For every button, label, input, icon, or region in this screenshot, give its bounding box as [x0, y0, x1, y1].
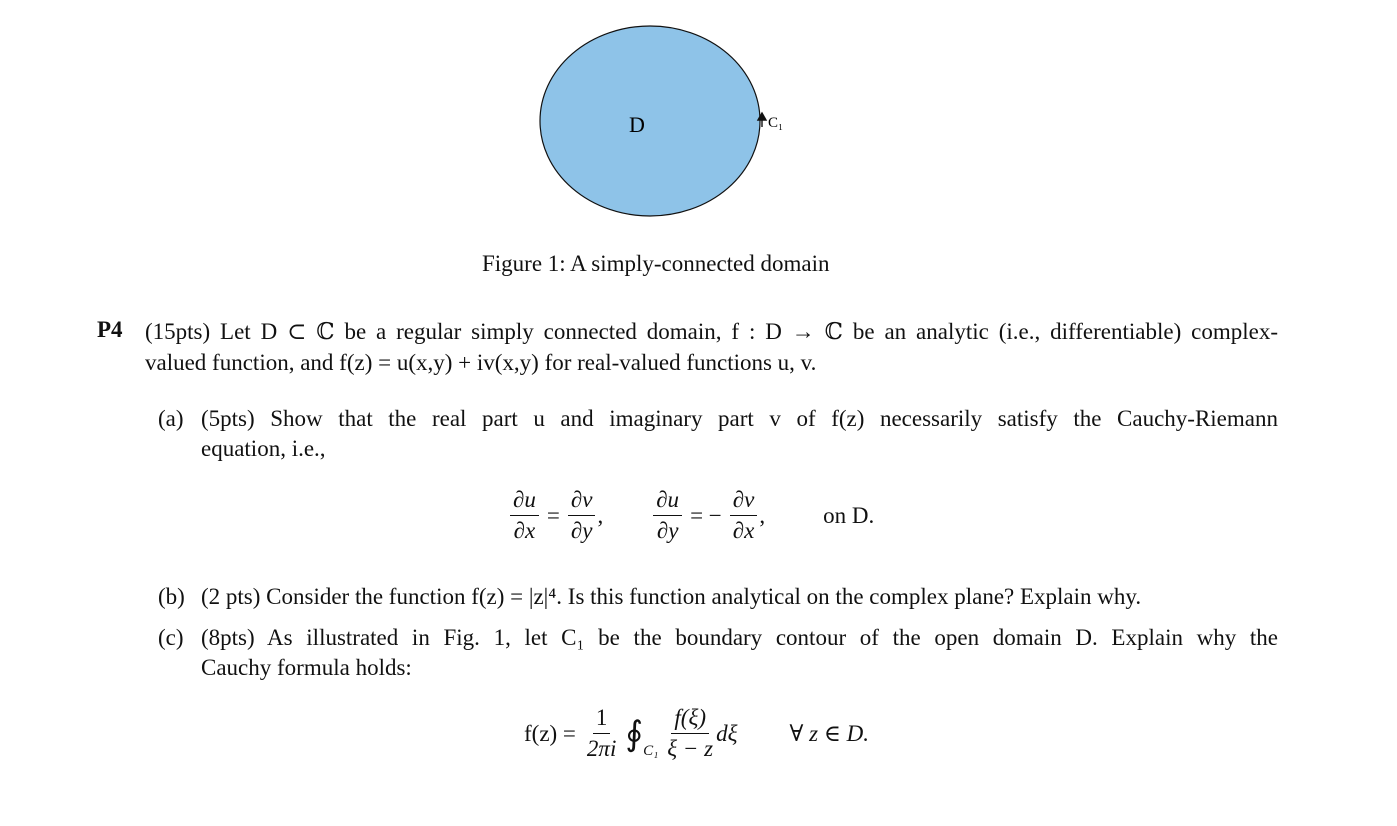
dy-denominator: ∂y [570, 518, 593, 543]
problem-intro-line1: (15pts) Let D ⊂ ℂ be a regular simply connected domain, f : D → ℂ be an analytic (i.e., differentiable) complex- [145, 319, 1278, 344]
dy-denominator-2: ∂y [656, 518, 679, 543]
du-dx-fraction [510, 487, 539, 544]
one-over-two-pi-i-fraction [584, 705, 619, 762]
part-a-tag: (a) [158, 406, 184, 431]
part-c-tag: (c) [158, 625, 184, 650]
differential: dξ [716, 720, 738, 746]
part-a-line2: equation, i.e., [201, 436, 326, 461]
part-a-line1: (5pts) Show that the real part u and imaginary part v of f(z) necessarily satisfy the Cauchy-Riemann [201, 406, 1278, 431]
part-b-line1: (2 pts) Consider the function f(z) = |z|⁴. Is this function analytical on the complex plane? Explain why. [201, 584, 1142, 609]
integrand-denominator: ξ − z [667, 736, 714, 761]
domain-figure [530, 15, 810, 230]
problem-intro-line2: valued function, and f(z) = u(x,y) + iv(x,y) for real-valued functions u, v. [145, 350, 817, 375]
du-dy-fraction [653, 487, 682, 544]
dv-numerator-2: ∂v [732, 487, 755, 512]
contour-label: C₁ [768, 115, 784, 131]
coef-denominator: 2πi [586, 736, 617, 761]
cauchy-riemann-equation: $\frac{\partial u}{\partial x}$ = $\frac{\partial v}{\partial y}$ , $\frac{\partial u}{\partial y}$ = − $\frac{\partial v}{\partial x}$ , on D. [510, 487, 874, 544]
integral-contour-subscript: C₁ [643, 743, 659, 759]
dx-denominator-2: ∂x [732, 518, 755, 543]
integrand-numerator: f(ξ) [674, 705, 706, 730]
cauchy-lhs: f(z) = [524, 720, 576, 746]
contour-integral-icon: ∮ [625, 715, 644, 753]
dx-denominator: ∂x [513, 518, 536, 543]
part-b-tag: (b) [158, 584, 185, 609]
cauchy-formula [524, 705, 869, 762]
part-c-line2: Cauchy formula holds: [201, 655, 412, 680]
du-numerator: ∂u [513, 487, 536, 512]
dv-dx-fraction [730, 487, 758, 544]
problem-label: P4 [97, 317, 123, 342]
domain-d-region [540, 26, 760, 216]
integrand-fraction [664, 705, 716, 762]
coef-numerator: 1 [593, 705, 611, 734]
du-numerator-2: ∂u [656, 487, 680, 512]
part-c-line1: (8pts) As illustrated in Fig. 1, let C₁ be the boundary contour of the open domain D. Explain why the [201, 625, 1278, 650]
quantifier: ∀ z ∈ D. [789, 720, 869, 746]
dv-numerator: ∂v [570, 487, 593, 512]
figure-caption: Figure 1: A simply-connected domain [482, 251, 830, 276]
cr-domain-note: on D. [823, 502, 875, 528]
dv-dy-fraction [568, 487, 596, 544]
region-label: D [629, 112, 645, 137]
